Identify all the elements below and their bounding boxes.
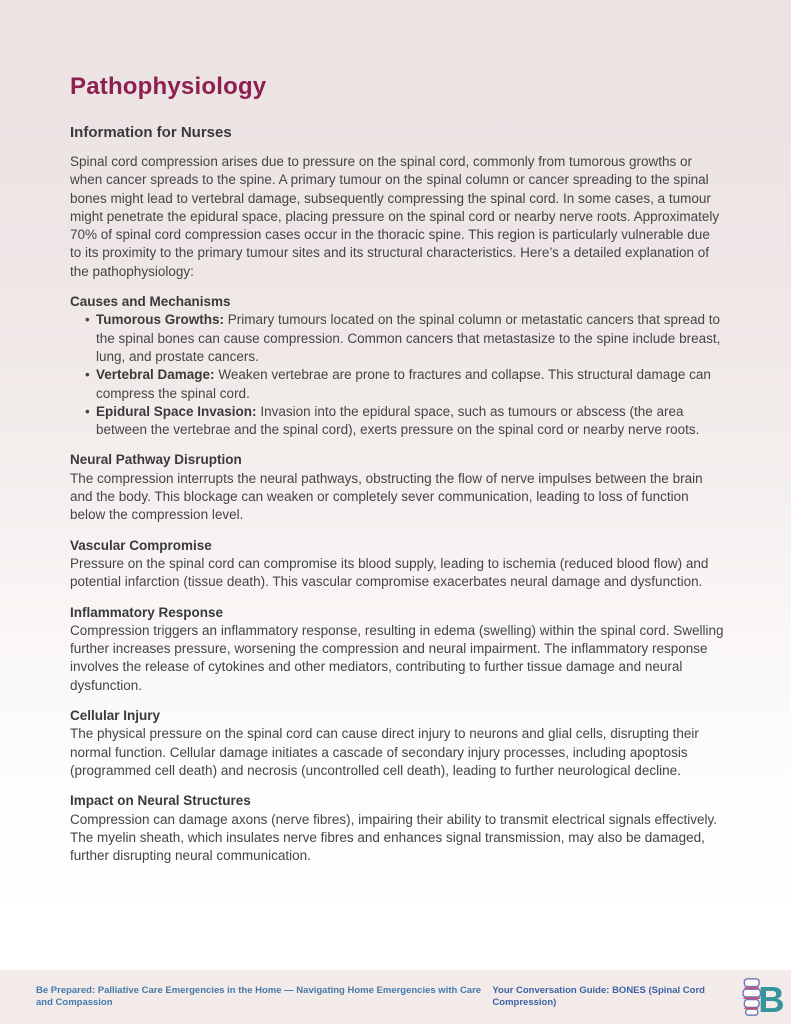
bullet-text: Weaken vertebrae are prone to fractures and collapse. This structural damage can compress the spinal cord. xyxy=(96,367,711,401)
section-body-inflammatory-response: Compression triggers an inflammatory response, resulting in edema (swelling) within the spinal cord. Swelling further increases pressure, worsening the compression and neural impairment. The inflammatory response involves the release of cytokines and other mediators, contributing to further tissue damage and neural dysfunction. xyxy=(70,622,724,693)
section-body-neural-pathway-disruption: The compression interrupts the neural pathways, obstructing the flow of nerve impulses between the brain and the body. This blockage can weaken or completely sever communication, leading to loss of function below the compression level. xyxy=(70,470,703,523)
bullet-icon: • xyxy=(85,367,90,383)
bullet-text: Primary tumours located on the spinal column or metastatic cancers that spread to the spinal bones can cause compression. Common cancers that metastasize to the spine include breast, lung, and prostate cancers. xyxy=(96,312,721,364)
bullet-text: Invasion into the epidural space, such as tumours or abscess (the area between the vertebrae and the spinal cord), exerts pressure on the spinal cord or nearby nerve roots. xyxy=(96,403,700,438)
section-heading-vascular-compromise: Vascular Compromise xyxy=(70,537,212,553)
list-item-vertebral-damage xyxy=(85,366,724,403)
list-item-tumorous-growths xyxy=(85,311,724,366)
svg-text:B: B xyxy=(758,978,785,1020)
bullet-icon: • xyxy=(85,312,90,328)
section-heading-impact-on-neural-structures: Impact on Neural Structures xyxy=(70,793,251,809)
section-heading-neural-pathway-disruption: Neural Pathway Disruption xyxy=(70,452,242,468)
bullet-term: Epidural Space Invasion: xyxy=(96,403,257,419)
page-subtitle: Information for Nurses xyxy=(70,124,232,141)
section-body-cellular-injury: The physical pressure on the spinal cord can cause direct injury to neurons and glial cells, disrupting their normal function. Cellular damage initiates a cascade of secondary injury processes, including apoptosis (programmed cell death) and necrosis (uncontrolled cell death), leading to further neurological decline. xyxy=(70,726,699,778)
footer xyxy=(0,970,791,1024)
section-body-vascular-compromise: Pressure on the spinal cord can compromise its blood supply, leading to ischemia (reduced blood flow) and potential infarction (tissue death). This vascular compromise exacerbates neural damage and dysfunction. xyxy=(70,555,709,590)
spine-b-logo-icon xyxy=(740,974,785,1020)
page-title: Pathophysiology xyxy=(70,73,267,100)
intro-paragraph: Spinal cord compression arises due to pressure on the spinal cord, commonly from tumorous growths or when cancer spreads to the spine. A primary tumour on the spinal column or cancer spreading to the spinal bones might lead to vertebral damage, subsequently compressing the spinal cord. In some cases, a tumour might penetrate the epidural space, placing pressure on the spinal cord or nearby nerve roots. Approximately 70% of spinal cord compression cases occur in the thoracic spine. This region is particularly vulnerable due to its proximity to the primary tumour sites and its structural characteristics. Here’s a detailed explanation of the pathophysiology: xyxy=(70,154,720,279)
footer-right-group xyxy=(492,974,785,1020)
section-body-impact-on-neural-structures: Compression can damage axons (nerve fibres), impairing their ability to transmit electrical signals effectively. The myelin sheath, which insulates nerve fibres and enhances signal transmission, may also be damaged, further disrupting neural communication. xyxy=(70,811,718,864)
footer-right-text: Your Conversation Guide: BONES (Spinal Cord Compression) xyxy=(492,985,705,1008)
section-heading-inflammatory-response: Inflammatory Response xyxy=(70,604,224,620)
document-content xyxy=(70,74,724,865)
list-item-epidural-space-invasion xyxy=(85,403,724,440)
causes-bullet-list xyxy=(70,311,724,439)
footer-left-text: Be Prepared: Palliative Care Emergencies in the Home — Navigating Home Emergencies with Care and Compassion xyxy=(36,985,482,1008)
bullet-term: Vertebral Damage: xyxy=(96,367,215,383)
bullet-icon: • xyxy=(85,403,90,419)
bullet-term: Tumorous Growths: xyxy=(96,312,224,328)
section-heading-cellular-injury: Cellular Injury xyxy=(70,708,161,724)
section-heading-causes-and-mechanisms: Causes and Mechanisms xyxy=(70,294,231,310)
